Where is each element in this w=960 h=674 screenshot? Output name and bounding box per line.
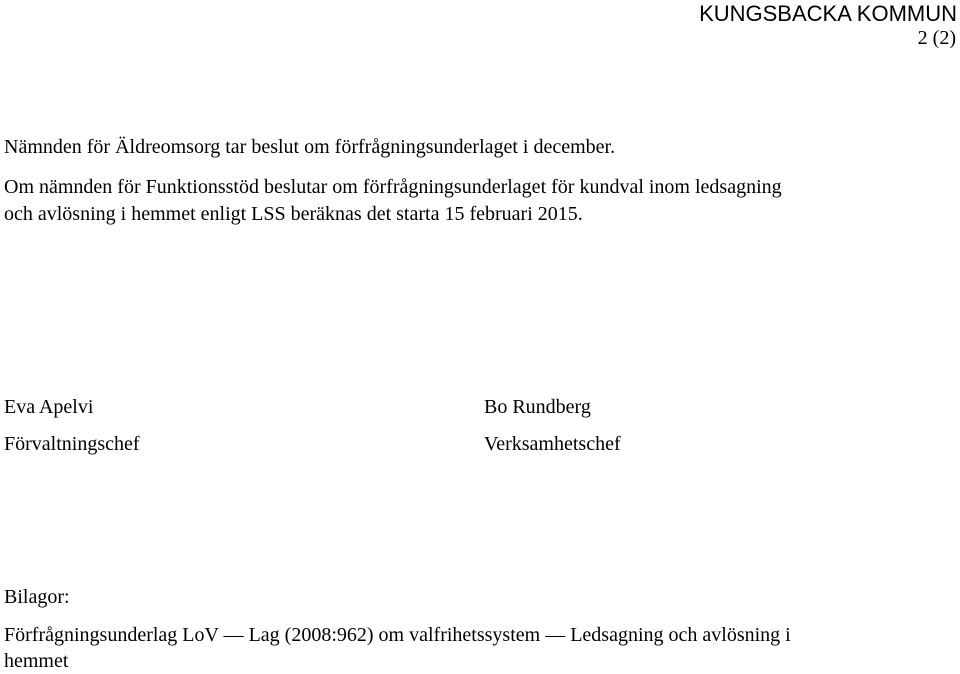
signature-right-name: Bo Rundberg xyxy=(484,396,591,418)
attachment-item-line-1: Förfrågningsunderlag LoV — Lag (2008:962) om valfrihetssystem — Ledsagning och avlösning i xyxy=(4,624,791,646)
signature-right-title: Verksamhetschef xyxy=(484,433,621,455)
signature-left-title: Förvaltningschef xyxy=(4,433,140,455)
attachment-item-line-2: hemmet xyxy=(4,650,69,672)
paragraph-functional-support-line-1: Om nämnden för Funktionsstöd beslutar om förfrågningsunderlaget för kundval inom ledsagning xyxy=(4,176,782,198)
paragraph-functional-support-line-2: och avlösning i hemmet enligt LSS beräknas det starta 15 februari 2015. xyxy=(4,203,583,225)
attachments-heading: Bilagor: xyxy=(4,586,70,608)
page-header-organization: KUNGSBACKA KOMMUN xyxy=(699,1,957,26)
page-number: 2 (2) xyxy=(917,27,956,49)
signature-left-name: Eva Apelvi xyxy=(4,396,94,418)
paragraph-decision-elderly-care: Nämnden för Äldreomsorg tar beslut om förfrågningsunderlaget i december. xyxy=(4,136,616,158)
